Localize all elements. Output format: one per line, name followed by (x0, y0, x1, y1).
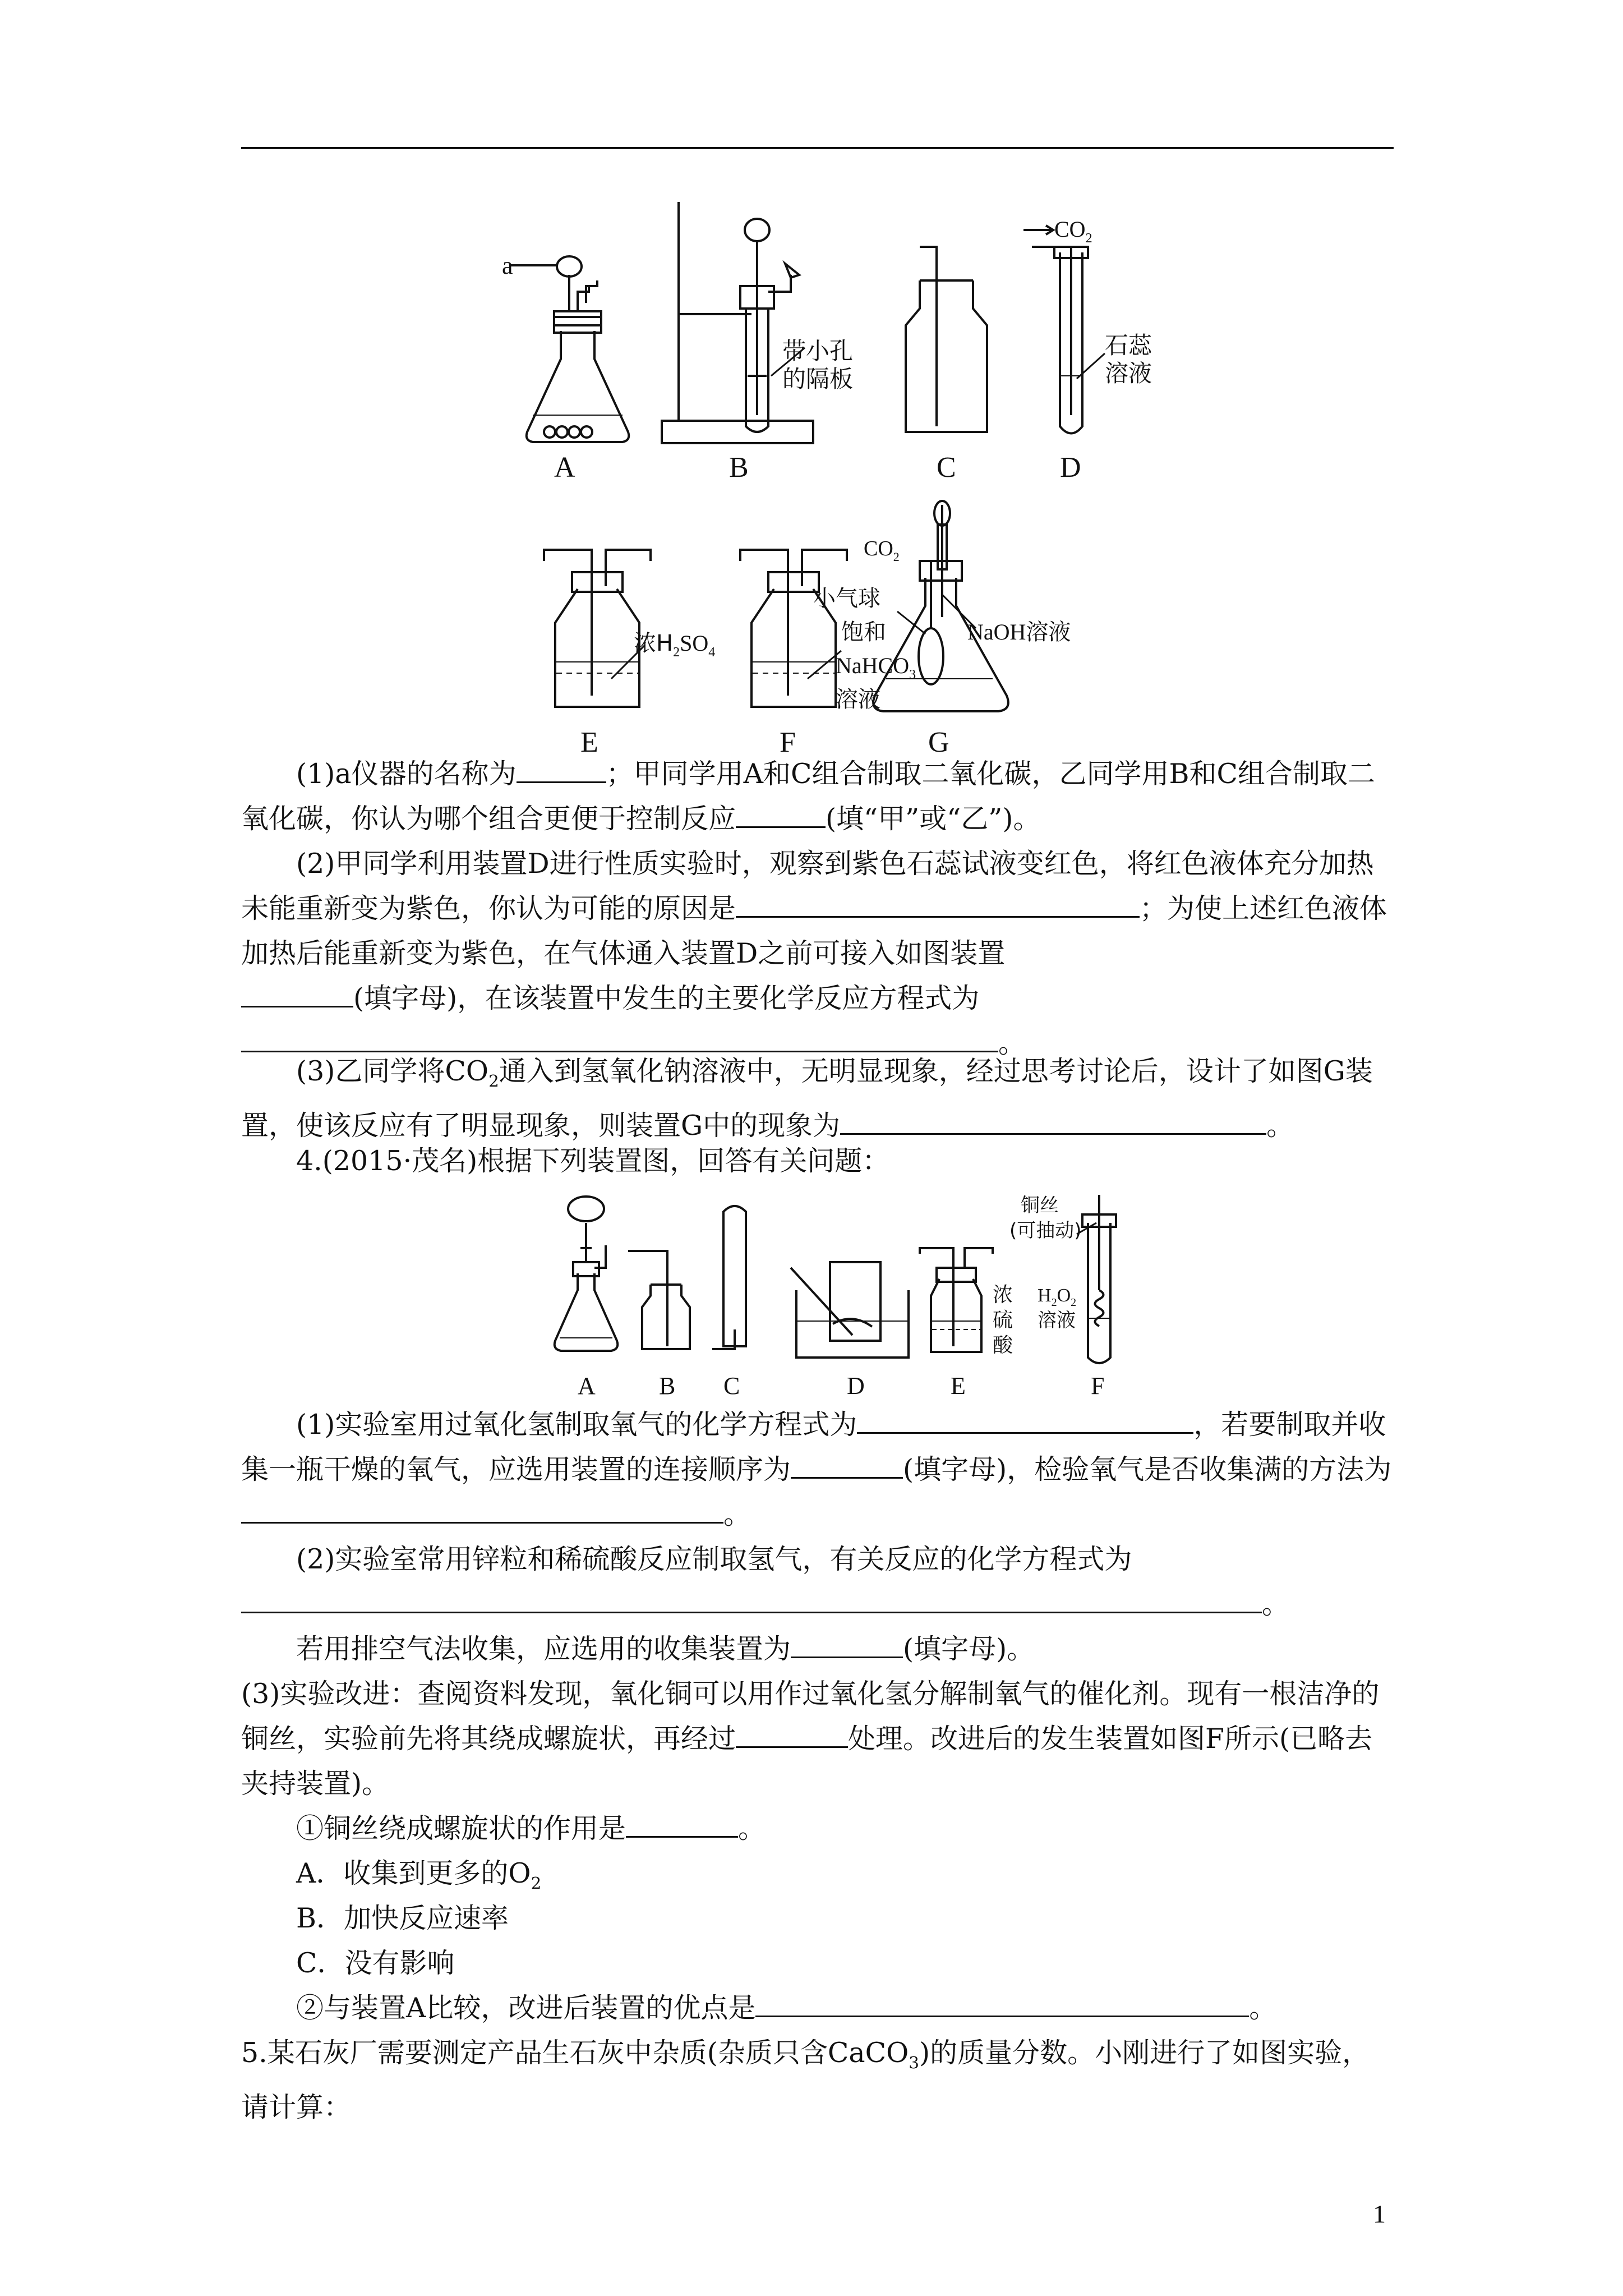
callout-g-naoh: NaOH溶液 (967, 619, 1071, 645)
answer-blank[interactable] (241, 981, 353, 1007)
label-d: D (1060, 452, 1081, 484)
callout-e-liquid: 浓$H_2SO_4$ (634, 631, 716, 660)
q4-sub1: ①铜丝绕成螺旋状的作用是 。 (296, 1812, 766, 1844)
apparatus-e (544, 550, 651, 707)
apparatus-e (920, 1248, 993, 1352)
callout-f-liquid-1: 饱和 (841, 619, 886, 645)
answer-blank[interactable] (626, 1811, 738, 1838)
label-a: A (578, 1372, 596, 1400)
apparatus-figure-2 (550, 1189, 1155, 1402)
q4-option-b: B．加快反应速率 (296, 1902, 509, 1934)
apparatus-d (791, 1262, 909, 1358)
answer-blank[interactable] (791, 1632, 903, 1658)
q4-stem: 4.(2015·茂名)根据下列装置图，回答有关问题： (296, 1145, 890, 1177)
answer-blank[interactable] (241, 1026, 998, 1052)
answer-blank[interactable] (736, 802, 826, 828)
q4-part2-collect: 若用排空气法收集，应选用的收集装置为 (填字母)。 (296, 1633, 1035, 1665)
q4-part1: (1)实验室用过氧化氢制取氧气的化学方程式为 ，若要制取并收集一瓶干燥的氧气，应选用装置的连接顺序为 (填字母)，检验氧气是否收集满的方法为。 (241, 1409, 1392, 1530)
q4-option-c: C．没有影响 (296, 1947, 455, 1979)
q4-part2: (2)实验室常用锌粒和稀硫酸反应制取氢气，有关反应的化学方程式为 。 (241, 1537, 1394, 1627)
apparatus-c (906, 247, 987, 432)
answer-blank[interactable] (840, 1108, 1266, 1135)
label-c: C (723, 1372, 740, 1400)
answer-blank[interactable] (241, 1587, 1262, 1613)
apparatus-g (873, 501, 1008, 711)
q5-stem: 5.某石灰厂需要测定产品生石灰中杂质(杂质只含CaCO$_3$)的质量分数。小刚进行了如图实验，请计算： (241, 2037, 1370, 2123)
label-c: C (937, 452, 956, 484)
callout-f-liquid-2: 溶液 (1038, 1309, 1076, 1332)
q4-part3: (3)实验改进：查阅资料发现，氧化铜可以用作过氧化氢分解制氧气的催化剂。现有一根洁净的铜丝，实验前先将其绕成螺旋状，再经过 处理。改进后的发生装置如图F所示(已略去夹持装置)。 (241, 1678, 1380, 1800)
q3-part2: (2)甲同学利用装置D进行性质实验时，观察到紫色石蕊试液变红色，将红色液体充分加热未能重新变为紫色，你认为可能的原因是 ；为使上述红色液体加热后能重新变为紫色，在气体通入装置D之前可接入如图装置 (填字母)，在该装置中发生的主要化学反应方程式为 。 (241, 848, 1387, 1059)
callout-d-liquid-1: 石蕊 (1105, 332, 1152, 359)
callout-d-gas: $CO_2$ (1054, 217, 1092, 246)
apparatus-b (662, 202, 813, 443)
label-a: A (554, 452, 575, 484)
label-e: E (951, 1372, 966, 1400)
callout-a: a (502, 252, 513, 279)
callout-f-liquid-3: 溶液 (836, 687, 880, 712)
callout-e-acid-2: 硫 (993, 1309, 1013, 1332)
answer-blank[interactable] (857, 1407, 1193, 1434)
callout-f-wire-2: (可抽动) (1009, 1220, 1082, 1242)
answer-blank[interactable] (517, 757, 606, 783)
label-f: F (1091, 1372, 1105, 1400)
apparatus-d (1023, 226, 1105, 434)
q3-part3: (3)乙同学将$CO_2$通入到氢氧化钠溶液中，无明显现象，经过思考讨论后，设计了如图G装置，使该反应有了明显现象，则装置G中的现象为 。 (241, 1055, 1373, 1142)
callout-g-balloon: 小气球 (813, 586, 880, 611)
page-number: 1 (1373, 2200, 1386, 2228)
answer-blank[interactable] (736, 891, 1140, 918)
q3-part1: (1)a仪器的名称为 ；甲同学用A和C组合制取二氧化碳，乙同学用B和C组合制取二氧化碳，你认为哪个组合更便于控制反应 (填“甲”或“乙”)。 (241, 758, 1376, 835)
apparatus-f (740, 550, 847, 707)
answer-blank[interactable] (755, 1991, 1249, 2017)
callout-f-liquid-2: NaHCO$_3$ (836, 653, 916, 682)
callout-g-gas: $CO_2$ (864, 537, 900, 564)
callout-d-liquid-2: 溶液 (1105, 360, 1152, 387)
label-f: F (780, 726, 796, 758)
label-g: G (928, 726, 949, 758)
q4-option-a: A．收集到更多的$O_2$ (296, 1857, 542, 1893)
label-d: D (847, 1372, 865, 1400)
apparatus-f (1077, 1195, 1116, 1363)
callout-e-acid-1: 浓 (993, 1283, 1013, 1306)
answer-blank[interactable] (736, 1722, 848, 1748)
label-b: B (729, 452, 749, 484)
apparatus-a (510, 256, 629, 442)
header-rule (241, 147, 1394, 149)
callout-f-wire-1: 铜丝 (1021, 1194, 1059, 1217)
answer-blank[interactable] (241, 1497, 723, 1524)
answer-blank[interactable] (791, 1452, 903, 1479)
label-b: B (659, 1372, 676, 1400)
callout-b-plate-2: 的隔板 (782, 365, 854, 393)
apparatus-c (712, 1206, 746, 1349)
label-e: E (580, 726, 598, 758)
apparatus-a (555, 1197, 618, 1351)
callout-e-acid-3: 酸 (993, 1334, 1013, 1357)
callout-b-plate-1: 带小孔 (782, 337, 854, 365)
apparatus-b (628, 1251, 690, 1349)
apparatus-figure-1 (494, 191, 1223, 763)
callout-f-liquid: $H_2O_2$ (1038, 1285, 1077, 1309)
q4-sub2: ②与装置A比较，改进后装置的优点是 。 (296, 1992, 1277, 2024)
